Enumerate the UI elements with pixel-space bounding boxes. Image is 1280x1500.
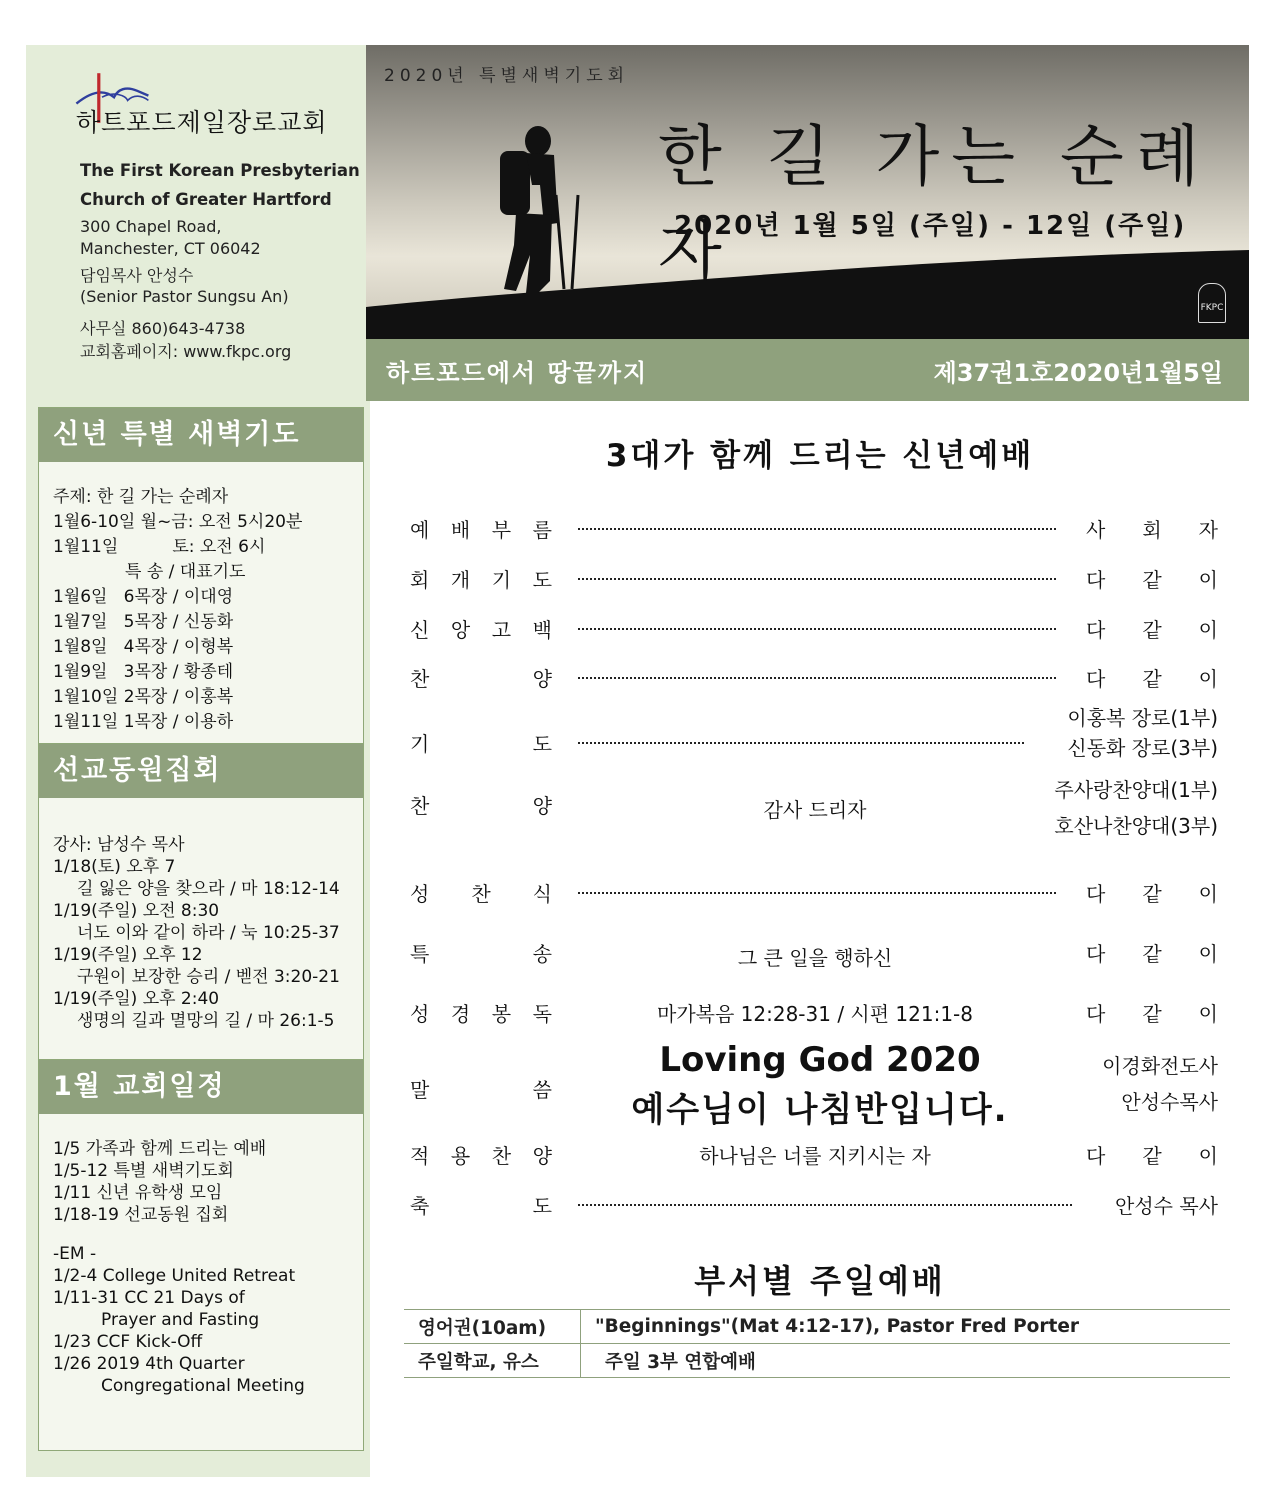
char: 기 [410,732,430,756]
list-item: 1/18(토) 오후 7 [53,857,176,877]
char: 같 [1142,882,1162,906]
list-item: 주제: 한 길 가는 순례자 [53,487,229,507]
service-row-leader [1086,514,1218,543]
list-item: 1월7일 5목장 / 신동화 [53,612,234,632]
char: 축 [410,1194,430,1218]
char: 다 [1086,942,1106,966]
service-row-detail: 하나님은 너를 지키시는 자 [699,1144,931,1168]
list-item: 1월8일 4목장 / 이형복 [53,637,234,657]
list-item: 1/19(주일) 오전 8:30 [53,901,220,921]
service-row-label [410,564,552,593]
char: 식 [532,882,552,906]
service-row-label [410,1190,552,1219]
char: 이 [1198,568,1218,592]
service-row-label [410,514,552,543]
service-row-leader [1086,564,1218,593]
banner-small-title: 2020년 특별새벽기도회 [384,66,630,86]
char: 이 [1198,882,1218,906]
char: 성 [410,1002,430,1026]
service-row-leader: 이홍복 장로(1부) [1067,706,1218,730]
service-row [410,706,1218,760]
pastor-kr: 담임목사 안성수 [80,266,194,285]
char: 같 [1142,1002,1162,1026]
early-prayer-title: 신년 특별 새벽기도 [39,408,363,462]
char: 같 [1142,942,1162,966]
char: 같 [1142,568,1162,592]
list-item: 1월11일 1목장 / 이용하 [53,712,234,732]
char: 회 [1142,518,1162,542]
list-item: 1/11-31 CC 21 Days of [53,1288,245,1308]
char: 양 [532,667,552,691]
char: 독 [532,1002,552,1026]
church-name-en-1: The First Korean Presbyterian [80,161,360,180]
char: 씀 [532,1078,552,1102]
list-item: 1/26 2019 4th Quarter [53,1354,245,1374]
char: 양 [532,794,552,818]
char: 찬 [410,667,430,691]
service-row-label [410,878,552,907]
char: 배 [450,518,471,542]
char: 특 [410,942,430,966]
list-item: 1/5-12 특별 새벽기도회 [53,1161,234,1181]
list-item: 특 송 / 대표기도 [125,562,246,582]
motto-bar [366,339,1249,401]
dotted-leader [578,1204,1072,1206]
char: 송 [532,942,552,966]
char: 같 [1142,1144,1162,1168]
list-item: 1/5 가족과 함께 드리는 예배 [53,1139,267,1159]
service-row [410,663,1218,703]
char: 앙 [450,618,471,642]
service-row [410,878,1218,918]
department-detail: 주일 3부 연합예배 [581,1344,1231,1378]
service-row [410,1190,1218,1230]
service-row-leader [1086,878,1218,907]
service-row-leader: 주사랑찬양대(1부) [1054,778,1218,802]
char: 같 [1142,667,1162,691]
char: 찬 [491,1144,512,1168]
service-row-label [410,614,552,643]
service-row-leader-2: 안성수목사 [1121,1090,1218,1114]
list-item: Prayer and Fasting [101,1310,260,1330]
sermon-title: Loving God 2020 [659,1040,981,1080]
header-banner [366,45,1249,339]
service-row-detail: 그 큰 일을 행하신 [737,946,893,970]
list-item: 길 잃은 양을 찾으라 / 마 18:12-14 [77,879,340,899]
list-item: 강사: 남성수 목사 [53,835,185,855]
char: 름 [532,518,552,542]
service-row-label [410,1074,552,1103]
list-item: 1/19(주일) 오후 2:40 [53,989,220,1009]
char: 다 [1086,882,1106,906]
january-schedule-box [38,1059,364,1451]
service-row-leader [1086,938,1218,967]
list-item: 1월11일 토: 오전 6시 [53,537,266,557]
list-item: 1/18-19 선교동원 집회 [53,1205,229,1225]
service-row-leader-2: 신동화 장로(3부) [1067,736,1218,760]
service-row [410,778,1218,838]
dotted-leader [578,742,1024,744]
service-row-label [410,728,552,757]
list-item: 1/2-4 College United Retreat [53,1266,296,1286]
char: 같 [1142,618,1162,642]
service-row-label [410,938,552,967]
list-item: 1/23 CCF Kick-Off [53,1332,203,1352]
service-row-label [410,1140,552,1169]
service-row-leader [1086,663,1218,692]
department-detail: "Beginnings"(Mat 4:12-17), Pastor Fred Porter [581,1310,1231,1344]
early-prayer-box [38,407,364,745]
banner-title: 한 길 가는 순례자 [658,118,1212,290]
char: 이 [1198,1144,1218,1168]
char: 성 [410,882,430,906]
service-row [410,1140,1218,1180]
service-row-leader: 이경화전도사 [1102,1054,1218,1078]
service-row [410,514,1218,554]
dotted-leader [578,892,1056,894]
list-item: 1/19(주일) 오후 12 [53,945,203,965]
issue-info: 제37권1호2020년1월5일 [933,359,1223,387]
banner-dates: 2020년 1월 5일 (주일) - 12일 (주일) [674,211,1187,241]
char: 사 [1086,518,1106,542]
list-item: 1월10일 2목장 / 이홍복 [53,687,234,707]
char: 다 [1086,667,1106,691]
char: 경 [450,1002,471,1026]
char: 다 [1086,1002,1106,1026]
list-item: -EM - [53,1244,97,1264]
list-item: 1월9일 3목장 / 황종테 [53,662,234,682]
service-row-detail: 마가복음 12:28-31 / 시편 121:1-8 [657,1002,973,1026]
char: 봉 [491,1002,512,1026]
service-row-leader [1086,614,1218,643]
department-name: 주일학교, 유스 [404,1344,581,1378]
list-item: 1월6-10일 월~금: 오전 5시20분 [53,512,303,532]
char: 양 [532,1144,552,1168]
char: 이 [1198,942,1218,966]
char: 개 [450,568,471,592]
dotted-leader [578,578,1056,580]
pastor-en: (Senior Pastor Sungsu An) [80,287,289,306]
list-item: 1/11 신년 유학생 모임 [53,1183,223,1203]
char: 이 [1198,618,1218,642]
service-row [410,614,1218,654]
january-schedule-title: 1월 교회일정 [39,1060,363,1114]
service-row-detail: 감사 드리자 [763,798,867,822]
char: 이 [1198,667,1218,691]
fkpc-badge: FKPC [1198,283,1226,323]
service-row-leader-2: 호산나찬양대(3부) [1054,814,1218,838]
list-item: 구원이 보장한 승리 / 벧전 3:20-21 [77,967,340,987]
char: 이 [1198,1002,1218,1026]
char: 고 [491,618,512,642]
church-name-en-2: Church of Greater Hartford [80,190,332,209]
char: 기 [491,568,512,592]
department-title: 부서별 주일예배 [694,1262,946,1300]
church-name-kr: 하트포드제일장로교회 [76,108,328,137]
list-item: Congregational Meeting [101,1376,305,1396]
sermon-subtitle: 예수님이 나침반입니다. [631,1090,1009,1130]
char: 도 [532,568,552,592]
service-row-leader: 안성수 목사 [1115,1194,1218,1218]
char: 적 [410,1144,430,1168]
service-row [410,938,1218,978]
char: 신 [410,618,430,642]
service-row [410,564,1218,604]
char: 다 [1086,1144,1106,1168]
service-row-leader [1086,998,1218,1027]
char: 백 [532,618,552,642]
dotted-leader [578,677,1056,679]
address-line-1: 300 Chapel Road, [80,217,222,236]
service-row-leader [1086,1140,1218,1169]
char: 찬 [410,794,430,818]
char: 예 [410,518,430,542]
dotted-leader [578,628,1056,630]
table-row [404,1344,1230,1378]
char: 도 [532,732,552,756]
mission-rally-box [38,743,364,1061]
table-row [404,1310,1230,1344]
char: 부 [491,518,512,542]
website[interactable]: 교회홈페이지: www.fkpc.org [80,342,292,361]
list-item: 생명의 길과 멸망의 길 / 마 26:1-5 [77,1011,335,1031]
department-table [404,1309,1230,1378]
char: 다 [1086,618,1106,642]
service-row [410,998,1218,1038]
char: 말 [410,1078,430,1102]
char: 찬 [471,882,491,906]
office-phone: 사무실 860)643-4738 [80,319,246,338]
list-item: 1월6일 6목장 / 이대영 [53,587,234,607]
service-row-label [410,998,552,1027]
char: 자 [1198,518,1218,542]
service-row-label [410,663,552,692]
mission-rally-title: 선교동원집회 [39,744,363,798]
sidebar [26,45,370,1477]
department-name: 영어권(10am) [404,1310,581,1344]
service-title: 3대가 함께 드리는 신년예배 [605,438,1035,474]
list-item: 너도 이와 같이 하라 / 눅 10:25-37 [77,923,340,943]
dotted-leader [578,528,1056,530]
char: 용 [450,1144,471,1168]
char: 도 [532,1194,552,1218]
motto: 하트포드에서 땅끝까지 [386,359,649,387]
char: 회 [410,568,430,592]
address-line-2: Manchester, CT 06042 [80,239,261,258]
service-row-label [410,790,552,819]
char: 다 [1086,568,1106,592]
